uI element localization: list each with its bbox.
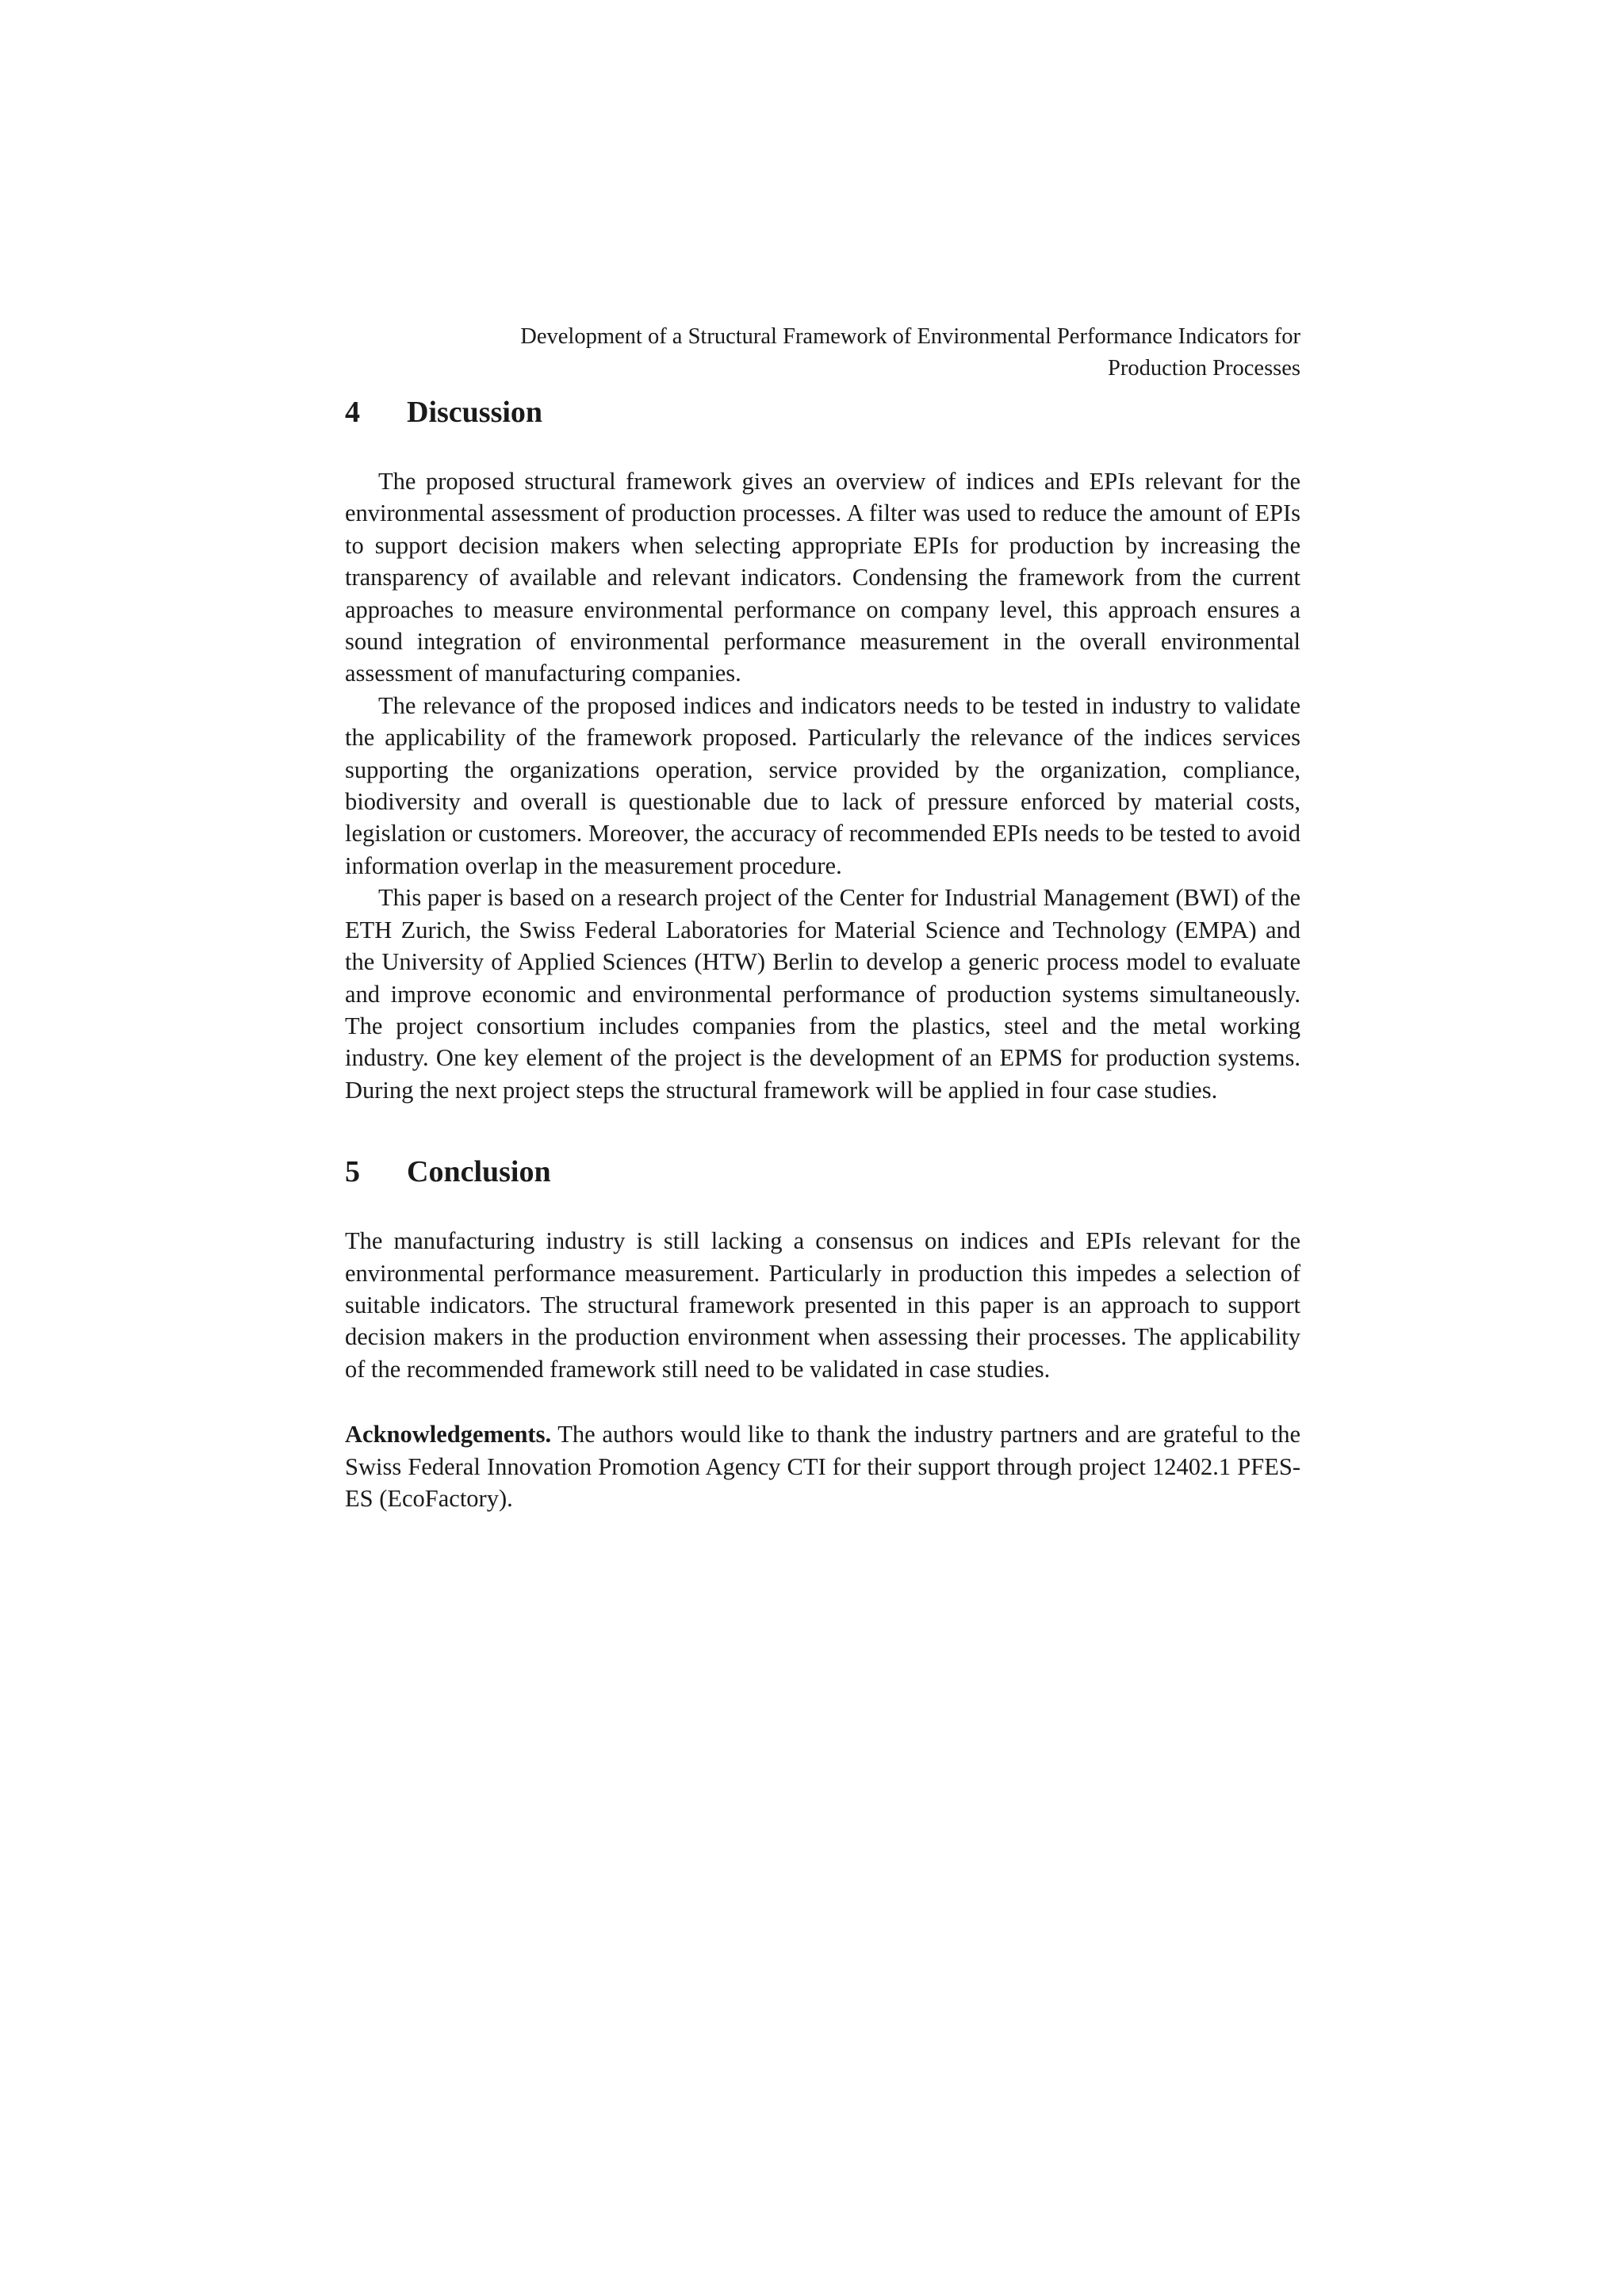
page-content: [345, 321, 1300, 1514]
running-head-line-1: Development of a Structural Framework of Environmental Performance Indicators for: [520, 324, 1300, 349]
acknowledgements-paragraph: [345, 1418, 1300, 1514]
acknowledgements-label: Acknowledgements.: [345, 1421, 552, 1448]
section-number: 5: [345, 1155, 360, 1189]
conclusion-body: [345, 1225, 1300, 1385]
acknowledgements-text: The authors would like to thank the industry partners and are grateful to the Swiss Federal Innovation Promotion Agency CTI for their support through project 12402.1 PFES-ES (EcoFactory).: [345, 1421, 1300, 1512]
section-heading-discussion: [345, 392, 1300, 432]
discussion-body: [345, 465, 1300, 1106]
section-number: 4: [345, 396, 360, 429]
conclusion-paragraph-1: The manufacturing industry is still lacking a consensus on indices and EPIs relevant for the environmental performance measurement. Particularly in production this impedes a selection of suitable indicators. The structural framework presented in this paper is an approach to support decision makers in the production environment when assessing their processes. The applicability of the recommended framework still need to be validated in case studies.: [345, 1227, 1300, 1383]
section-title: Discussion: [407, 396, 543, 429]
discussion-paragraph-3: This paper is based on a research project of the Center for Industrial Management (BWI) of the ETH Zurich, the Swiss Federal Laboratories for Material Science and Technology (EMPA) and the University of Applied Sciences (HTW) Berlin to develop a generic process model to evaluate and improve economic and environmental performance of production systems simultaneously. The project consortium includes companies from the plastics, steel and the metal working industry. One key element of the project is the development of an EPMS for production systems. During the next project steps the structural framework will be applied in four case studies.: [345, 884, 1300, 1104]
running-head: [345, 321, 1300, 385]
section-title: Conclusion: [407, 1155, 551, 1189]
discussion-paragraph-1: The proposed structural framework gives an overview of indices and EPIs relevant for the environmental assessment of production processes. A filter was used to reduce the amount of EPIs to support decision makers when selecting appropriate EPIs for production by increasing the transparency of available and relevant indicators. Condensing the framework from the current approaches to measure environmental performance on company level, this approach ensures a sound integration of environmental performance measurement in the overall environmental assessment of manufacturing companies.: [345, 468, 1300, 687]
running-head-line-2: Production Processes: [1107, 356, 1300, 381]
section-heading-conclusion: [345, 1152, 1300, 1192]
discussion-paragraph-2: The relevance of the proposed indices and indicators needs to be tested in industry to validate the applicability of the framework proposed. Particularly the relevance of the indices services supporting the organizations operation, service provided by the organization, compliance, biodiversity and overall is questionable due to lack of pressure enforced by material costs, legislation or customers. Moreover, the accuracy of recommended EPIs needs to be tested to avoid information overlap in the measurement procedure.: [345, 691, 1300, 879]
